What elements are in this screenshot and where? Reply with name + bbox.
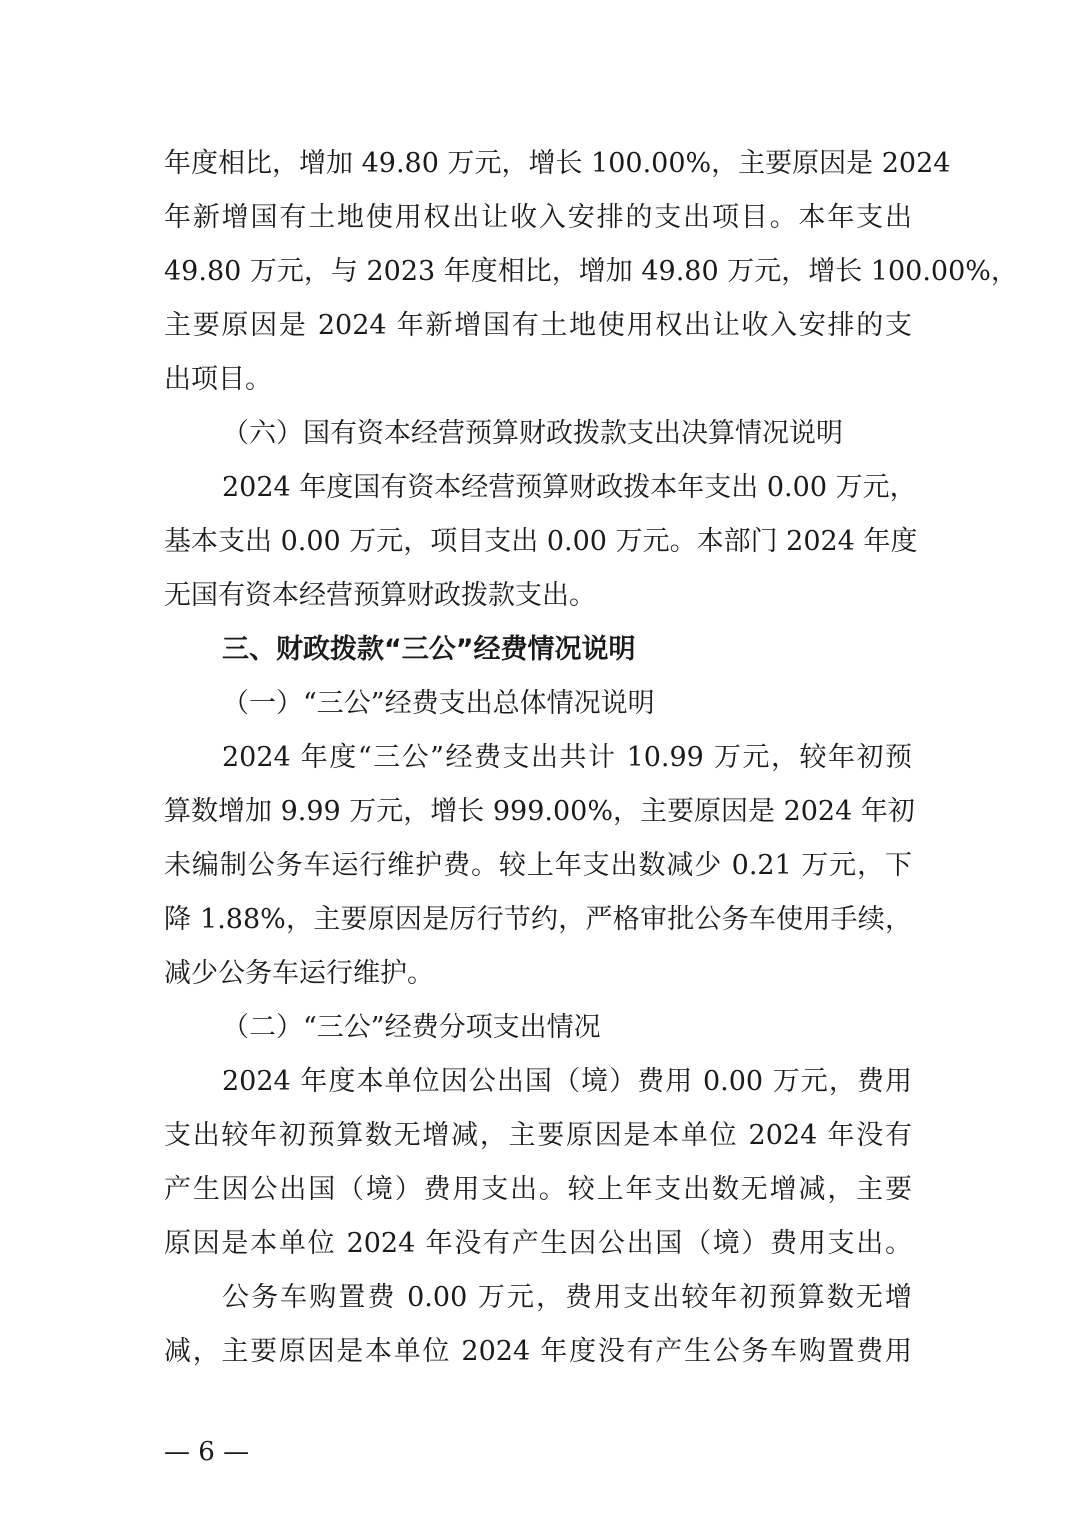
text-line: 降 1.88%，主要原因是厉行节约，严格审批公务车使用手续， <box>164 904 912 935</box>
section-6-heading: （六）国有资本经营预算财政拨款支出决算情况说明 <box>222 418 843 449</box>
text-line: 2024 年度国有资本经营预算财政拨本年支出 0.00 万元， <box>222 472 917 503</box>
text-line: 减少公务车运行维护。 <box>164 958 434 989</box>
text-line: 基本支出 0.00 万元，项目支出 0.00 万元。本部门 2024 年度 <box>164 526 918 557</box>
text-line: 未编制公务车运行维护费。较上年支出数减少 0.21 万元，下 <box>164 850 912 881</box>
text-line: 年新增国有土地使用权出让收入安排的支出项目。本年支出 <box>164 202 912 233</box>
text-line: 公务车购置费 0.00 万元，费用支出较年初预算数无增 <box>222 1282 912 1313</box>
text-line: 出项目。 <box>164 364 272 395</box>
text-line: 49.80 万元，与 2023 年度相比，增加 49.80 万元，增长 100.00%， <box>164 256 1018 287</box>
text-line: 主要原因是 2024 年新增国有土地使用权出让收入安排的支 <box>164 310 912 341</box>
chapter-3-heading: 三、财政拨款“三公”经费情况说明 <box>222 634 636 665</box>
text-line: 算数增加 9.99 万元，增长 999.00%，主要原因是 2024 年初 <box>164 796 915 827</box>
section-2-heading: （二）“三公”经费分项支出情况 <box>222 1012 601 1043</box>
text-line: 无国有资本经营预算财政拨款支出。 <box>164 580 596 611</box>
text-line: 支出较年初预算数无增减，主要原因是本单位 2024 年没有 <box>164 1120 912 1151</box>
text-line: 产生因公出国（境）费用支出。较上年支出数无增减，主要 <box>164 1174 912 1205</box>
text-line: 减，主要原因是本单位 2024 年度没有产生公务车购置费用 <box>164 1336 912 1367</box>
page-number: — 6 — <box>164 1437 250 1467</box>
section-1-heading: （一）“三公”经费支出总体情况说明 <box>222 688 655 719</box>
text-line: 2024 年度“三公”经费支出共计 10.99 万元，较年初预 <box>222 742 912 773</box>
text-line: 年度相比，增加 49.80 万元，增长 100.00%，主要原因是 2024 <box>164 148 951 179</box>
text-line: 原因是本单位 2024 年没有产生因公出国（境）费用支出。 <box>164 1228 912 1259</box>
text-line: 2024 年度本单位因公出国（境）费用 0.00 万元，费用 <box>222 1066 912 1097</box>
